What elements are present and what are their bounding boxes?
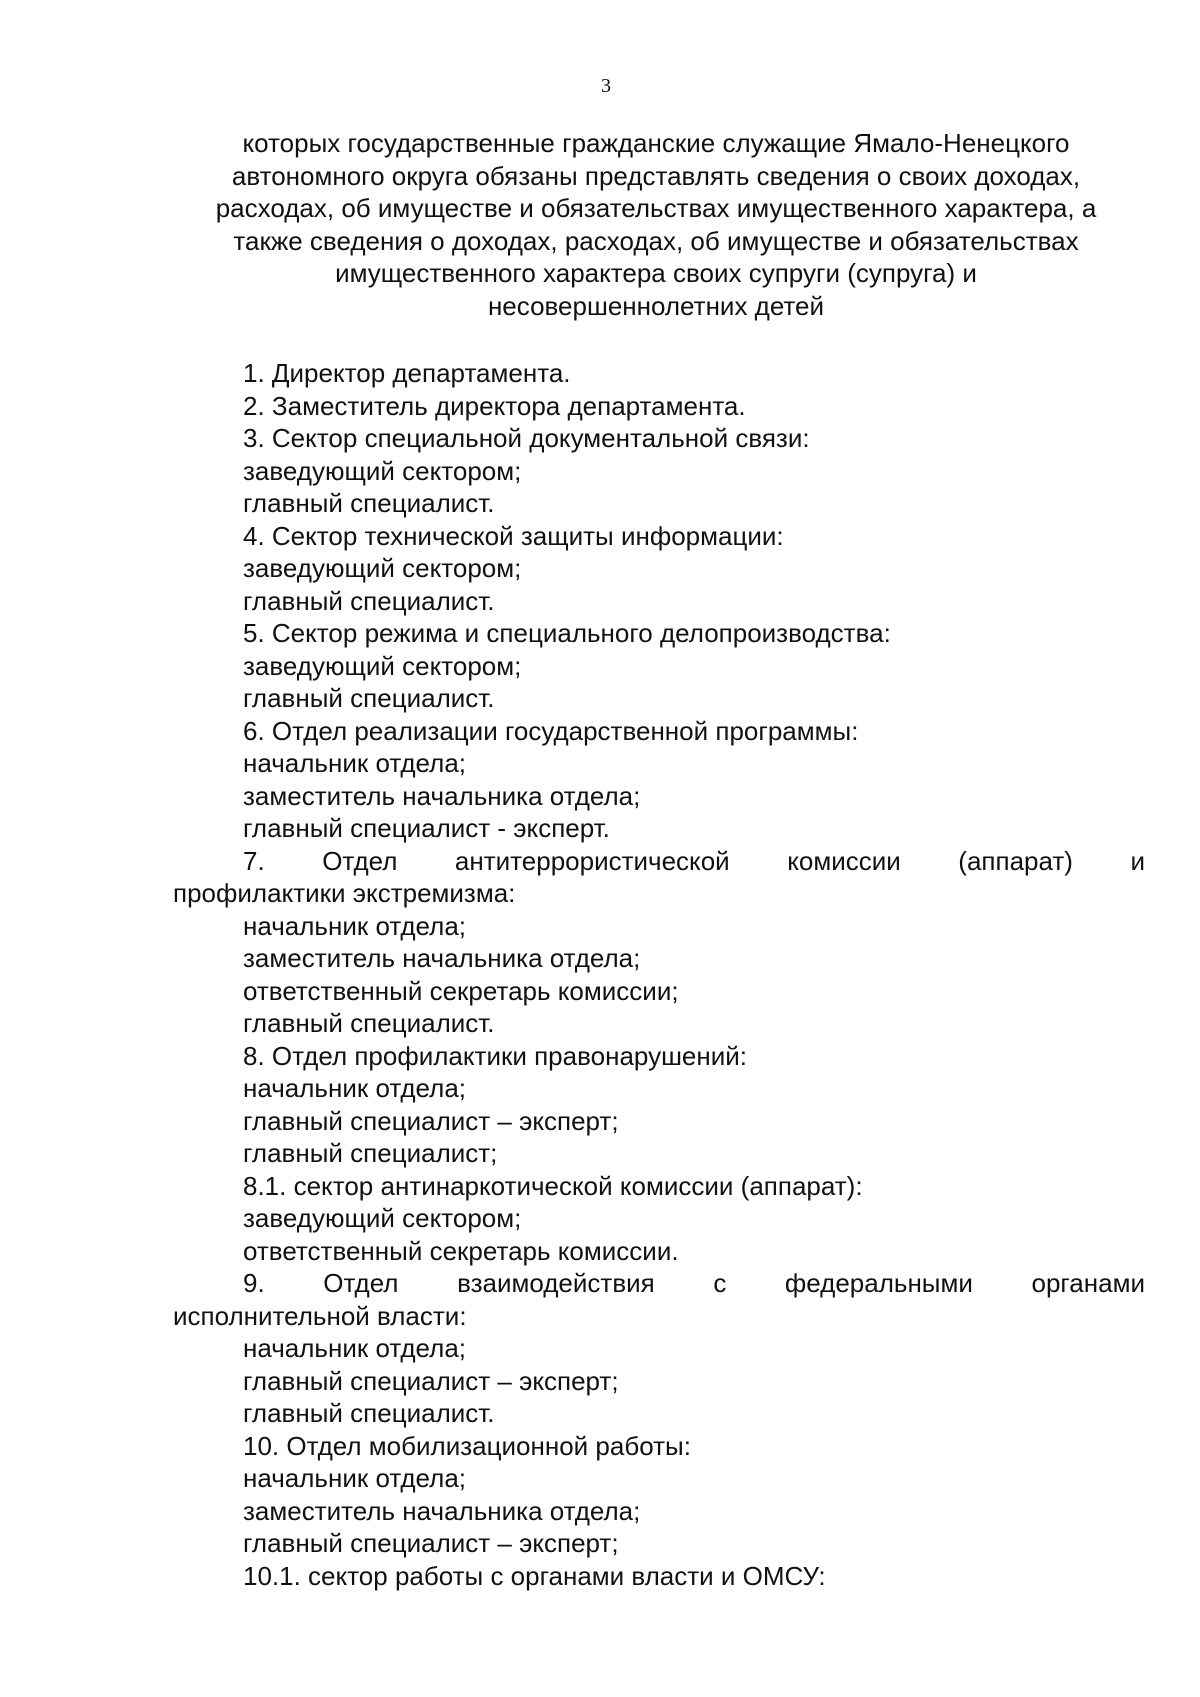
list-item: заместитель начальника отдела; <box>243 943 641 973</box>
list-item: 4. Сектор технической защиты информации: <box>243 520 784 551</box>
list-item: заведующий сектором; <box>243 650 522 681</box>
heading-line: также сведения о доходах, расходах, об имуществе и обязательствах <box>233 225 1079 256</box>
list-item: заведующий сектором; <box>243 1203 522 1233</box>
list-item: ответственный секретарь комиссии; <box>243 975 679 1006</box>
heading-line: которых государственные гражданские служащие Ямало-Ненецкого <box>242 128 1070 158</box>
heading-line: имущественного характера своих супруги (супруга) и <box>335 258 977 288</box>
list-item: 1. Директор департамента. <box>243 358 571 388</box>
list-item: профилактики экстремизма: <box>173 878 516 908</box>
list-item: главный специалист – эксперт; <box>243 1365 619 1396</box>
list-item: исполнительной власти: <box>173 1300 467 1331</box>
list-item: главный специалист – эксперт; <box>243 1105 619 1136</box>
list-item: начальник отдела; <box>243 1463 467 1493</box>
list-item: 5. Сектор режима и специального делопроизводства: <box>243 618 891 648</box>
list-item: начальник отдела; <box>243 910 467 941</box>
heading <box>170 127 1142 322</box>
list-item: 10.1. сектор работы с органами власти и ОМСУ: <box>243 1560 826 1591</box>
list-item: заместитель начальника отдела; <box>243 780 641 811</box>
list-item: 9. Отдел взаимодействия с федеральными органами <box>243 1268 1145 1298</box>
list-item: главный специалист - эксперт. <box>243 813 610 843</box>
list-item: начальник отдела; <box>243 1073 467 1103</box>
list-item: 2. Заместитель директора департамента. <box>243 390 746 421</box>
list-item: главный специалист. <box>243 488 495 518</box>
list-item: главный специалист. <box>243 683 495 713</box>
list-item: 3. Сектор специальной документальной связи: <box>243 423 810 453</box>
heading-line: расходах, об имуществе и обязательствах имущественного характера, а <box>215 193 1097 223</box>
list-item: 10. Отдел мобилизационной работы: <box>243 1430 691 1461</box>
page-number: 3 <box>601 75 611 97</box>
list-item: ответственный секретарь комиссии. <box>243 1235 679 1266</box>
list-item: начальник отдела; <box>243 1333 467 1363</box>
list-item: главный специалист. <box>243 585 495 616</box>
list-item: главный специалист – эксперт; <box>243 1528 619 1558</box>
list-item: заместитель начальника отдела; <box>243 1495 641 1526</box>
list-item: главный специалист; <box>243 1138 498 1168</box>
position-list <box>173 357 1145 1592</box>
list-item: 7. Отдел антитеррористической комиссии (аппарат) и <box>243 845 1145 876</box>
list-item: 6. Отдел реализации государственной программы: <box>243 715 859 746</box>
list-item: 8.1. сектор антинаркотической комиссии (аппарат): <box>243 1170 863 1201</box>
list-item: заведующий сектором; <box>243 455 522 486</box>
list-item: главный специалист. <box>243 1398 495 1428</box>
list-item: начальник отдела; <box>243 748 467 778</box>
list-item: главный специалист. <box>243 1008 495 1038</box>
list-item: 8. Отдел профилактики правонарушений: <box>243 1040 748 1071</box>
list-item: заведующий сектором; <box>243 553 522 583</box>
heading-line: автономного округа обязаны представлять сведения о своих доходах, <box>231 160 1081 191</box>
heading-line: несовершеннолетних детей <box>487 290 825 321</box>
